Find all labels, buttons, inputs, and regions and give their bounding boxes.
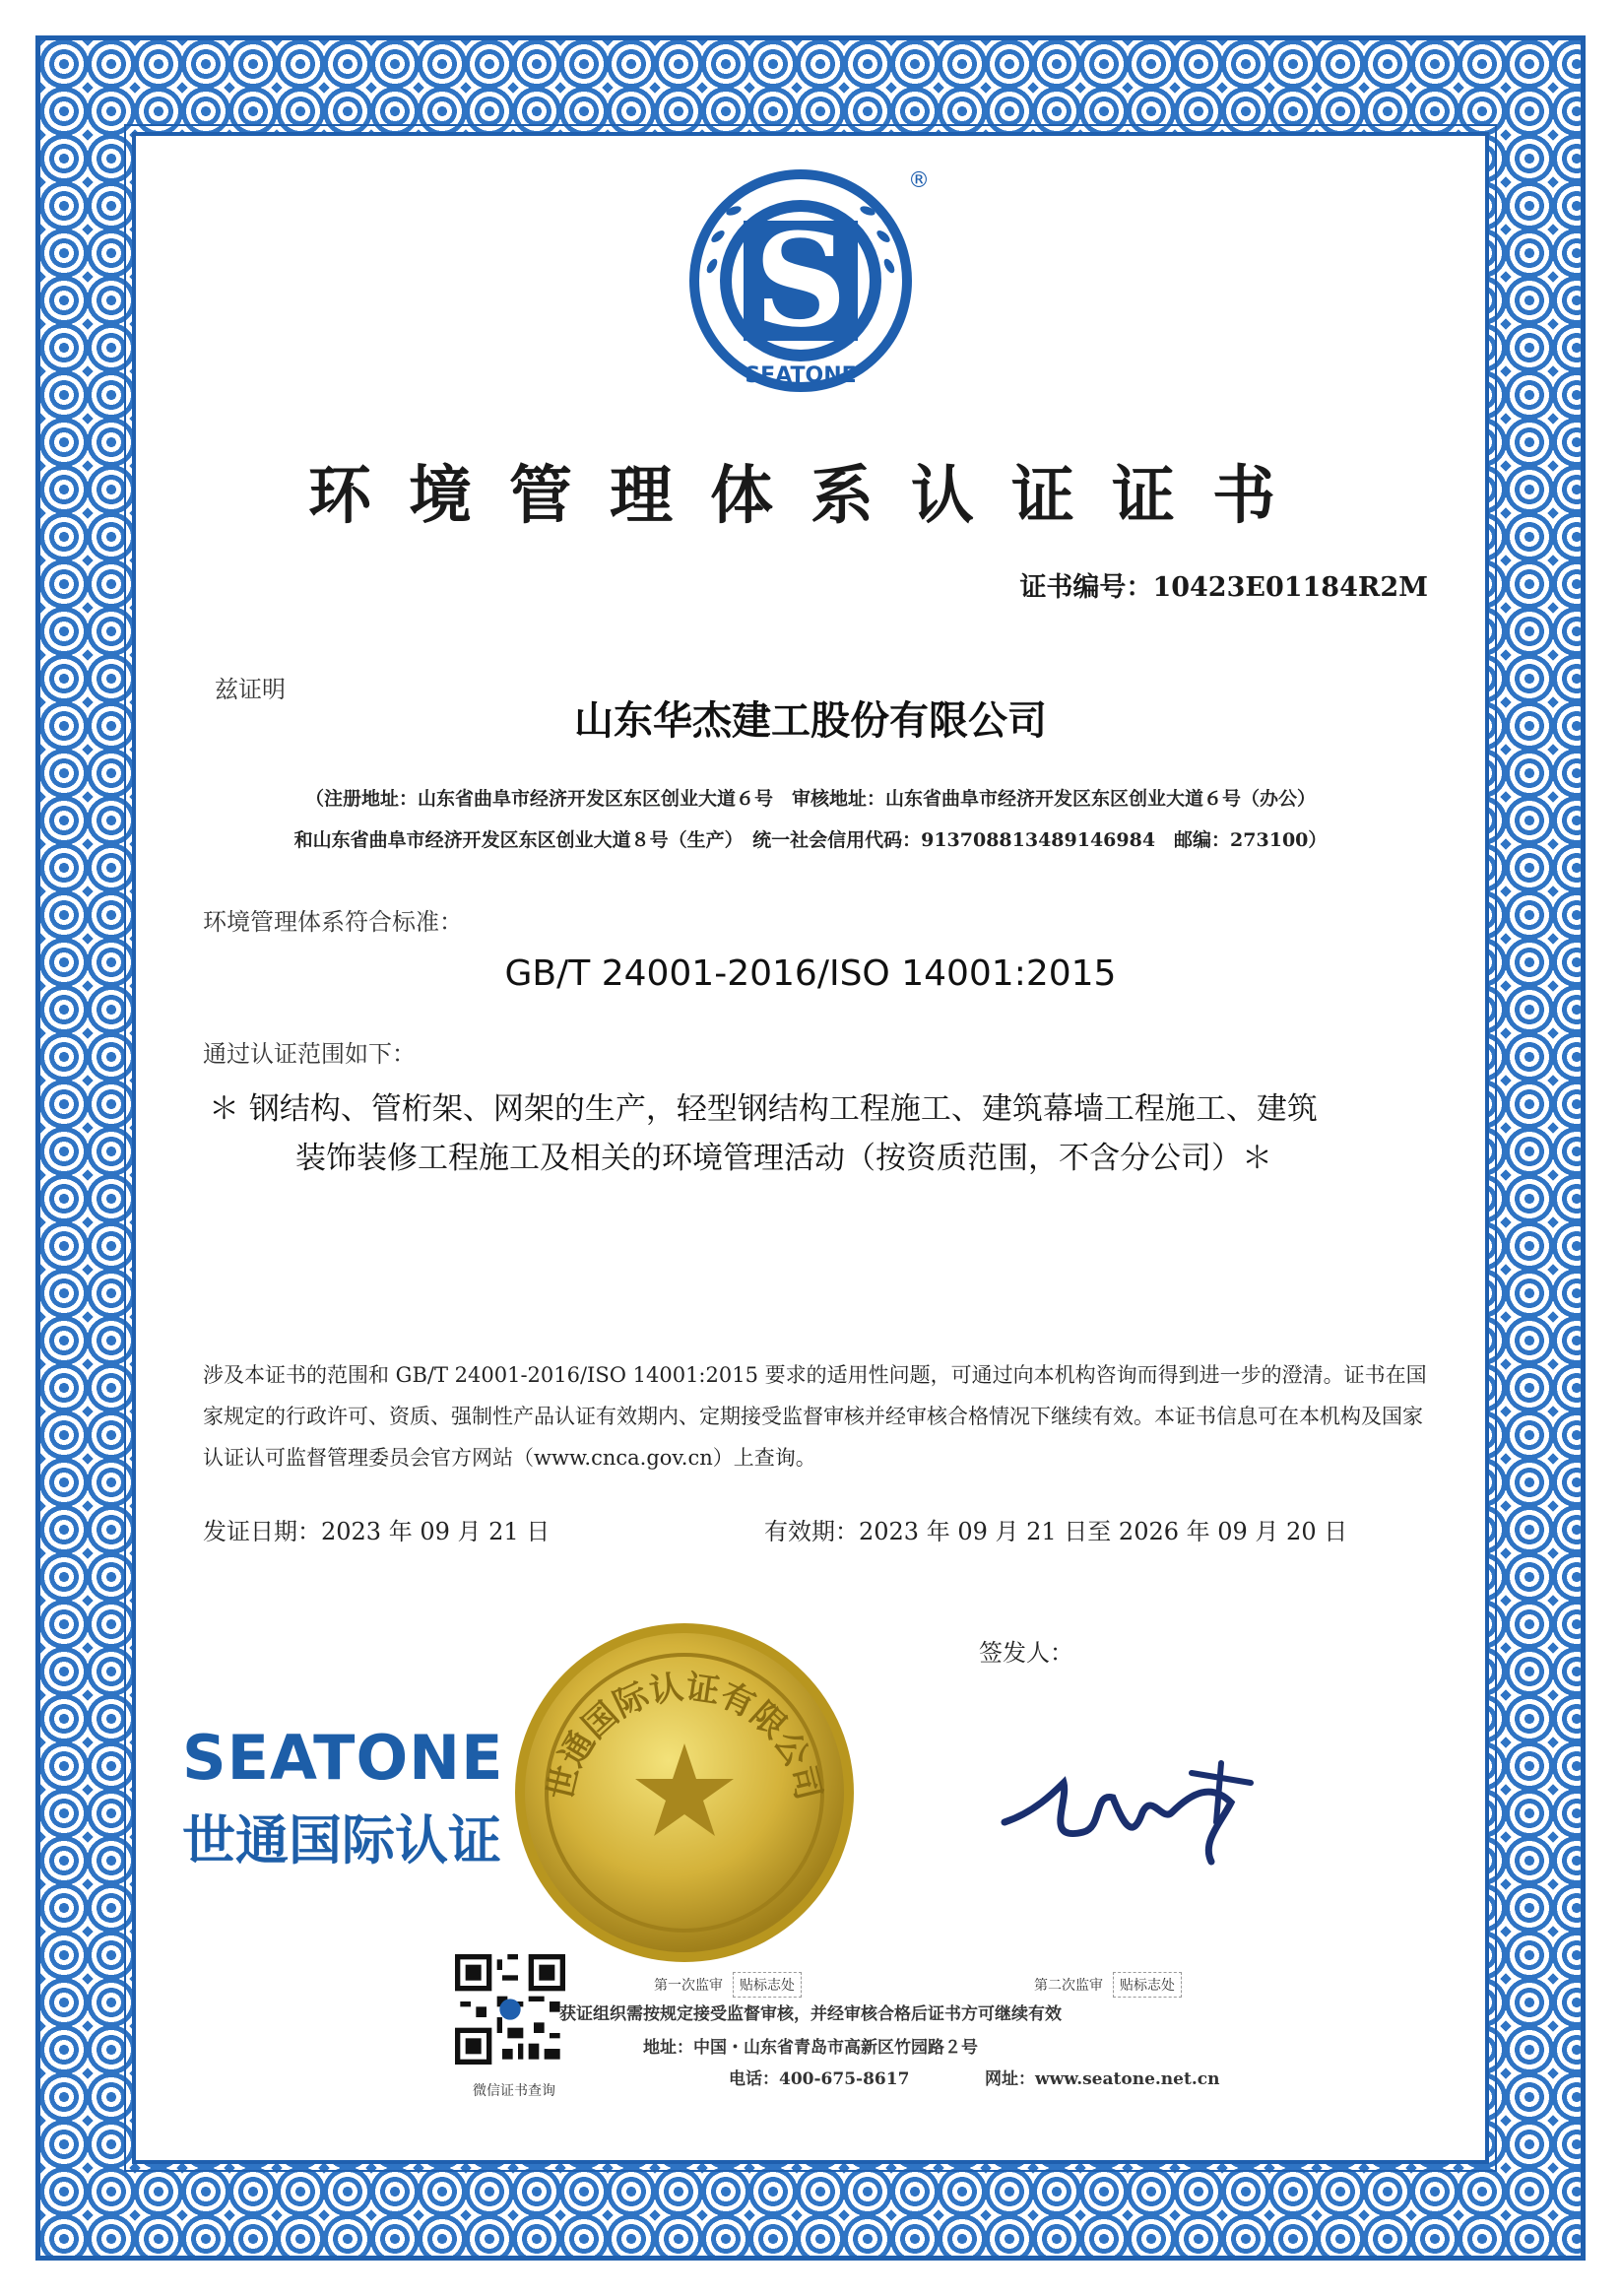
svg-text:SEATONE: SEATONE (745, 363, 857, 388)
footer-phone: 电话：400-675-8617 (729, 2069, 910, 2089)
standard-value: GB/T 24001-2016/ISO 14001:2015 (504, 953, 1117, 994)
first-audit-stamp-box: 贴标志处 (733, 1972, 802, 1998)
scope-label: 通过认证范围如下： (203, 1040, 416, 1068)
company-name: 山东华杰建工股份有限公司 (574, 697, 1047, 744)
second-audit (1034, 1972, 1182, 1998)
issue-date: 发证日期：2023 年 09 月 21 日 (203, 1518, 551, 1545)
hereby-text: 兹证明 (215, 676, 286, 703)
certificate-number-label: 证书编号： (1019, 572, 1153, 603)
certificate-title: 环境管理体系认证证书 (308, 459, 1313, 533)
seatone-logo-icon (673, 158, 939, 394)
brand-name-cn: 世通国际认证 (182, 1809, 501, 1871)
address-line-1: （注册地址：山东省曲阜市经济开发区东区创业大道６号 审核地址：山东省曲阜市经济开发区东区创业大道６号（办公） (304, 788, 1316, 810)
brand-name-en: SEATONE (182, 1722, 504, 1794)
validity-notice: 涉及本证书的范围和 GB/T 24001-2016/ISO 14001:2015 要求的适用性问题，可通过向本机构咨询而得到进一步的澄清。证书在国家规定的行政许可、资质、强制性产品认证有效期内、定期接受监督审核并经审核合格情况下继续有效。本证书信息可在本机构及国家认证认可监督管理委员会官方网站（www.cnca.gov.cn）上查询。 (203, 1363, 1427, 1470)
second-audit-stamp-box: 贴标志处 (1113, 1972, 1182, 1998)
scope-line-1: ＊ 钢结构、管桁架、网架的生产，轻型钢结构工程施工、建筑幕墙工程施工、建筑 (209, 1091, 1318, 1127)
valid-period: 有效期：2023 年 09 月 21 日至 2026 年 09 月 20 日 (764, 1518, 1348, 1545)
footer-website[interactable]: 网址：www.seatone.net.cn (985, 2069, 1220, 2089)
svg-text:®: ® (908, 168, 930, 193)
standard-label: 环境管理体系符合标准： (203, 908, 463, 936)
certificate-number (1019, 565, 1428, 604)
footer-audit-notice: 获证组织需按规定接受监督审核，并经审核合格后证书方可继续有效 (559, 2004, 1062, 2024)
footer-address: 地址：中国・山东省青岛市高新区竹园路２号 (643, 2038, 978, 2058)
second-audit-label: 第二次监审 (1034, 1978, 1103, 1994)
first-audit-label: 第一次监审 (654, 1978, 723, 1994)
certificate-number-value: 10423E01184R2M (1152, 572, 1428, 603)
qr-code-label: 微信证书查询 (473, 2083, 555, 2099)
svg-text:S: S (754, 205, 847, 356)
gold-seal-icon (502, 1615, 867, 1970)
svg-text:世通国际认证有限公司: 世通国际认证有限公司 (541, 1668, 828, 1804)
signature-icon (995, 1753, 1290, 1881)
first-audit (654, 1972, 802, 1998)
address-line-2: 和山东省曲阜市经济开发区东区创业大道８号（生产） 统一社会信用代码：913708813489146984 邮编：273100） (293, 829, 1328, 851)
scope-line-2: 装饰装修工程施工及相关的环境管理活动（按资质范围，不含分公司）＊ (295, 1141, 1272, 1176)
signer-label: 签发人： (979, 1639, 1073, 1667)
